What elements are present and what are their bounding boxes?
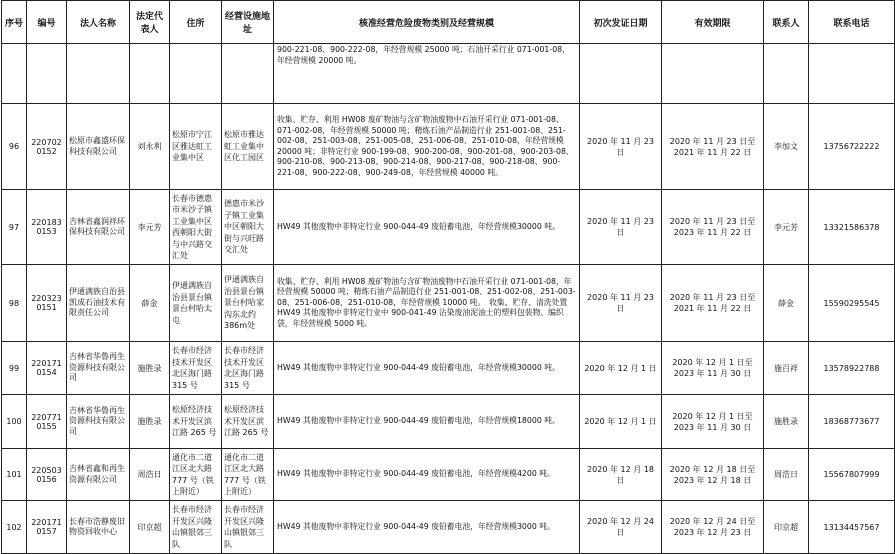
validity-cell: 2020 年 11 月 23 日至 2021 年 11 月 22 日 (662, 265, 764, 342)
facility-cell: 德惠市米沙子镇工业集中区朝阳大街与兴旺路交汇处 (222, 190, 274, 265)
header-name: 法人名称 (67, 1, 130, 44)
address-cell: 长春市德惠市米沙子镇工业集中区西朝阳大街与中兴路交汇处 (170, 190, 222, 265)
seq-cell: 101 (2, 449, 27, 501)
rep-cell: 施胜录 (130, 342, 170, 395)
phone-cell: 18368773677 (809, 395, 895, 449)
header-row (2, 1, 895, 44)
seq-cell: 96 (2, 104, 27, 190)
facility-cell: 松原市雅达虹工业集中区化工园区 (222, 104, 274, 190)
scope-cell: HW49 其他废物中非特定行业 900-044-49 废铅蓄电池，年经营规模30000 吨。 (274, 190, 580, 265)
address-cell: 通化市二道江区北大路 777 号（铁上附近） (170, 449, 222, 501)
table-row (2, 449, 895, 501)
name-cell: 吉林省鑫润祥环保科技有限公司 (67, 190, 130, 265)
contact-cell: 施百祥 (764, 342, 809, 395)
header-rep: 法定代表人 (130, 1, 170, 44)
issue-date-cell: 2020 年 11 月 23 日 (580, 104, 662, 190)
header-scope: 核准经营危险废物类别及经营规模 (274, 1, 580, 44)
contact-cell: 周浩日 (764, 449, 809, 501)
address-cell: 松原经济技术开发区滨江路 265 号 (170, 395, 222, 449)
code-cell: 220771 0155 (27, 395, 67, 449)
contact-cell: 李元芳 (764, 190, 809, 265)
validity-cell: 2020 年 12 月 24 日至 2023 年 12 月 23 日 (662, 501, 764, 554)
contact-cell: 薛金 (764, 265, 809, 342)
table-row (2, 265, 895, 342)
seq-cell: 99 (2, 342, 27, 395)
contact-cell: 施胜录 (764, 395, 809, 449)
code-cell: 220323 0151 (27, 265, 67, 342)
issue-date-cell: 2020 年 12 月 1 日 (580, 342, 662, 395)
scope-cell: 收集、贮存、利用 HW08 废矿物油与含矿物油废物中石油开采行业 071-001-08、071-002-08，年经营规模 50000 吨；精炼石油产品制造行业 251-001-08、251-002-08、251-003-08、251-005-08、251-006-08、251-010-08，年经营规模 20000 吨；非特定行业 900-199-08、900-200-08、900-201-08、900-203-08、900-210-08、900-213-08、900-214-08、900-217-08、900-218-08、900-221-08、900-222-08、900-249-08，年经营规模 40000 吨。 (274, 104, 580, 190)
rep-cell: 李元芳 (130, 190, 170, 265)
rep-cell: 刘永利 (130, 104, 170, 190)
name-cell: 吉林省华鲁再生资源科技有限公司 (67, 342, 130, 395)
scope-cell: HW49 其他废物中非特定行业 900-044-49 废铅蓄电池，年经营规模4200 吨。 (274, 449, 580, 501)
seq-cell: 98 (2, 265, 27, 342)
facility-cell: 通化市二道江区北大路 777 号（铁上附近） (222, 449, 274, 501)
name-cell: 吉林省华鲁再生资源科技有限公司 (67, 395, 130, 449)
phone-cell: 15567807999 (809, 449, 895, 501)
scope-cell: HW49 其他废物中非特定行业 900-044-49 废铅蓄电池，年经营规模30000 吨。 (274, 342, 580, 395)
table-row-continuation (2, 44, 895, 104)
facility-cell: 长春市经济开发区兴隆山镇银郊三队 (222, 501, 274, 554)
name-cell: 伊通满族自治县凯成石油技术有限责任公司 (67, 265, 130, 342)
contact-cell: 李加文 (764, 104, 809, 190)
address-cell: 伊通满族自治县景台镇景台村哈太屯 (170, 265, 222, 342)
header-facility: 经营设施地址 (222, 1, 274, 44)
issue-date-cell: 2020 年 12 月 18 日 (580, 449, 662, 501)
address-cell: 松原市宁江区雅达虹工业集中区 (170, 104, 222, 190)
phone-cell: 13321586378 (809, 190, 895, 265)
code-cell: 220171 0157 (27, 501, 67, 554)
seq-cell: 97 (2, 190, 27, 265)
issue-date-cell: 2020 年 12 月 1 日 (580, 395, 662, 449)
address-cell: 长春市经济开发区兴隆山镇银郊三队 (170, 501, 222, 554)
header-validity: 有效期限 (662, 1, 764, 44)
header-seq: 序号 (2, 1, 27, 44)
code-cell: 220503 0156 (27, 449, 67, 501)
scope-cell: HW49 其他废物中非特定行业 900-044-49 废铅蓄电池，年经营规模18000 吨。 (274, 395, 580, 449)
phone-cell: 13578922788 (809, 342, 895, 395)
validity-cell: 2020 年 12 月 1 日至 2023 年 11 月 30 日 (662, 395, 764, 449)
code-cell: 220171 0154 (27, 342, 67, 395)
facility-cell: 松原经济技术开发区滨江路 265 号 (222, 395, 274, 449)
table-row (2, 190, 895, 265)
validity-cell: 2020 年 11 月 23 日至 2023 年 11 月 22 日 (662, 190, 764, 265)
table-row (2, 395, 895, 449)
scope-cell: 收集、贮存、利用 HW08 废矿物油与含矿物油废物中石油开采行业 071-001-08，年经营规模 50000 吨；精炼石油产品制造行业 251-001-08、251-002-08、251-003-08、251-006-08、251-010-08，年经营规模 10000 吨。 收集、贮存、清洗处置 HW49 其他废物中非特定行业中 900-041-49 沾染废油泥油土的塑料包装物、编织袋，年经营规模 5000 吨。 (274, 265, 580, 342)
validity-cell: 2020 年 12 月 18 日至 2023 年 12 月 18 日 (662, 449, 764, 501)
contact-cell: 印京超 (764, 501, 809, 554)
facility-cell: 长春市经济技术开发区北区海门路 315 号 (222, 342, 274, 395)
seq-cell: 100 (2, 395, 27, 449)
phone-cell: 13756722222 (809, 104, 895, 190)
name-cell: 长春市浩静废旧物资回收中心 (67, 501, 130, 554)
header-issue-date: 初次发证日期 (580, 1, 662, 44)
permit-table (1, 0, 895, 554)
name-cell: 吉林省鑫和再生资源有限公司 (67, 449, 130, 501)
code-cell: 220183 0153 (27, 190, 67, 265)
header-phone: 联系电话 (809, 1, 895, 44)
rep-cell: 周浩日 (130, 449, 170, 501)
header-contact: 联系人 (764, 1, 809, 44)
header-code: 编号 (27, 1, 67, 44)
phone-cell: 13134457567 (809, 501, 895, 554)
rep-cell: 印京超 (130, 501, 170, 554)
seq-cell: 102 (2, 501, 27, 554)
table-row (2, 342, 895, 395)
issue-date-cell: 2020 年 11 月 23 日 (580, 265, 662, 342)
header-address: 住所 (170, 1, 222, 44)
table-row (2, 104, 895, 190)
table-row (2, 501, 895, 554)
rep-cell: 薛金 (130, 265, 170, 342)
scope-cell: 900-221-08、900-222-08，年经营规模 25000 吨；石油开采行业 071-001-08，年经营规模 20000 吨。 (274, 44, 580, 104)
scope-cell: HW49 其他废物中非特定行业 900-044-49 废铅蓄电池，年经营规模3000 吨。 (274, 501, 580, 554)
validity-cell: 2020 年 11 月 23 日至 2021 年 11 月 22 日 (662, 104, 764, 190)
phone-cell: 15590295545 (809, 265, 895, 342)
code-cell: 220702 0152 (27, 104, 67, 190)
issue-date-cell: 2020 年 11 月 23 日 (580, 190, 662, 265)
issue-date-cell: 2020 年 12 月 24 日 (580, 501, 662, 554)
rep-cell: 施胜录 (130, 395, 170, 449)
validity-cell: 2020 年 12 月 1 日至 2023 年 11 月 30 日 (662, 342, 764, 395)
address-cell: 长春市经济技术开发区北区海门路 315 号 (170, 342, 222, 395)
name-cell: 松原市鑫盛环保科技有限公司 (67, 104, 130, 190)
facility-cell: 伊通满族自治县景台镇景台村哈家沟东北约386m处 (222, 265, 274, 342)
